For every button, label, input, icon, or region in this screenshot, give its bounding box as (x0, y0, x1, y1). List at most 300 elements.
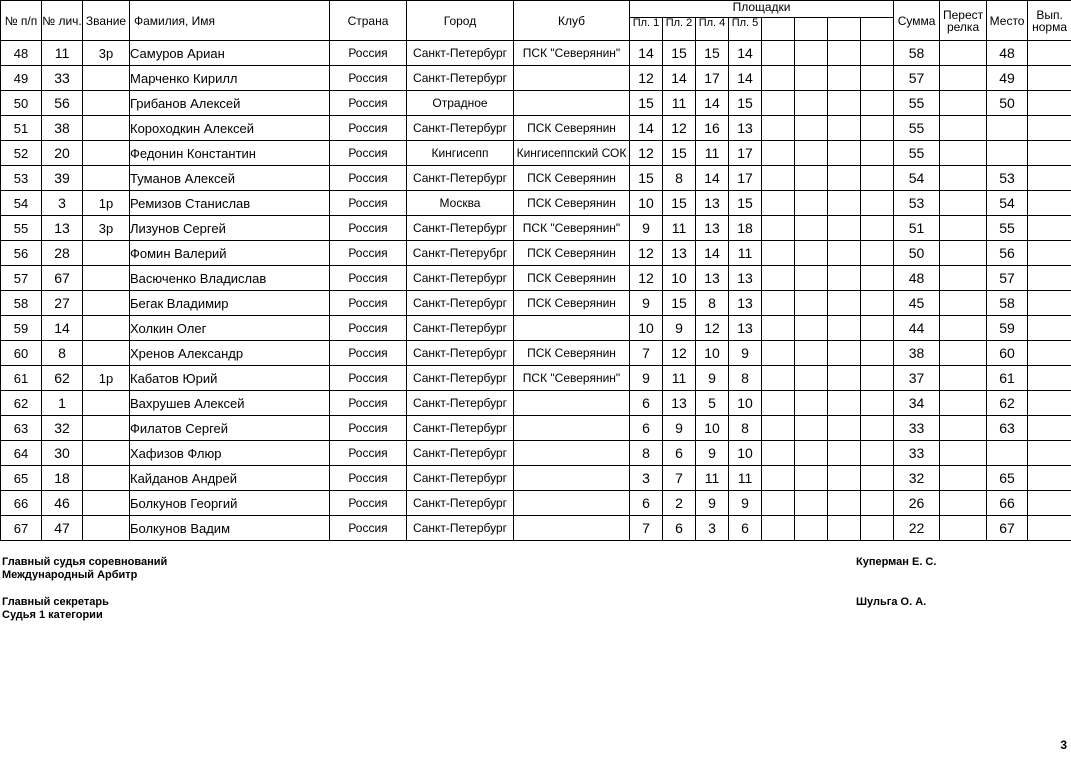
header-lic: № лич. (42, 1, 83, 41)
cell-city: Санкт-Петербург (407, 316, 514, 341)
cell-sum: 53 (894, 191, 940, 216)
cell-site-1: 12 (630, 141, 663, 166)
cell-site-4: 13 (696, 216, 729, 241)
table-row (1, 191, 1071, 216)
table-body (1, 41, 1071, 541)
header-site-empty (795, 18, 828, 41)
cell-country: Россия (330, 116, 407, 141)
cell-reweigh (940, 241, 987, 266)
judge-title: Главный судья соревнований (2, 556, 168, 568)
cell-site-empty (828, 66, 861, 91)
cell-lic: 8 (42, 341, 83, 366)
cell-site-empty (795, 441, 828, 466)
cell-num: 58 (1, 291, 42, 316)
cell-rank (83, 241, 130, 266)
cell-country: Россия (330, 91, 407, 116)
cell-club (514, 391, 630, 416)
cell-rank (83, 291, 130, 316)
cell-city: Санкт-Петербург (407, 291, 514, 316)
table-row (1, 241, 1071, 266)
cell-site-empty (861, 366, 894, 391)
cell-sum: 38 (894, 341, 940, 366)
table-row (1, 316, 1071, 341)
cell-city: Санкт-Петербург (407, 341, 514, 366)
cell-site-5: 8 (729, 366, 762, 391)
cell-city: Санкт-Петербург (407, 66, 514, 91)
cell-site-empty (795, 466, 828, 491)
cell-lic: 11 (42, 41, 83, 66)
cell-reweigh (940, 66, 987, 91)
cell-site-1: 12 (630, 266, 663, 291)
cell-num: 64 (1, 441, 42, 466)
cell-site-empty (762, 66, 795, 91)
cell-club: ПСК Северянин (514, 241, 630, 266)
cell-site-empty (828, 241, 861, 266)
cell-place: 59 (987, 316, 1028, 341)
table-row (1, 491, 1071, 516)
cell-site-empty (762, 91, 795, 116)
cell-name: Болкунов Георгий (130, 491, 330, 516)
cell-site-empty (795, 391, 828, 416)
cell-site-empty (828, 366, 861, 391)
cell-lic: 1 (42, 391, 83, 416)
table-row (1, 291, 1071, 316)
cell-club: ПСК Северянин (514, 341, 630, 366)
cell-site-2: 13 (663, 241, 696, 266)
cell-site-empty (828, 91, 861, 116)
cell-norm (1028, 391, 1071, 416)
table-row (1, 216, 1071, 241)
cell-site-empty (828, 141, 861, 166)
cell-num: 53 (1, 166, 42, 191)
cell-country: Россия (330, 241, 407, 266)
cell-reweigh (940, 516, 987, 541)
cell-site-empty (762, 41, 795, 66)
cell-site-5: 9 (729, 491, 762, 516)
cell-site-empty (828, 41, 861, 66)
cell-norm (1028, 266, 1071, 291)
cell-site-empty (861, 141, 894, 166)
cell-site-empty (861, 91, 894, 116)
cell-site-empty (795, 341, 828, 366)
cell-site-5: 13 (729, 116, 762, 141)
cell-country: Россия (330, 441, 407, 466)
cell-site-5: 15 (729, 191, 762, 216)
cell-num: 50 (1, 91, 42, 116)
cell-norm (1028, 491, 1071, 516)
cell-norm (1028, 466, 1071, 491)
cell-site-5: 9 (729, 341, 762, 366)
cell-site-empty (762, 291, 795, 316)
cell-club (514, 441, 630, 466)
cell-site-empty (828, 291, 861, 316)
cell-site-5: 14 (729, 41, 762, 66)
cell-lic: 3 (42, 191, 83, 216)
cell-site-empty (762, 441, 795, 466)
cell-num: 56 (1, 241, 42, 266)
header-sites: Площадки (630, 1, 894, 18)
cell-site-empty (762, 416, 795, 441)
cell-name: Бегак Владимир (130, 291, 330, 316)
cell-club (514, 491, 630, 516)
cell-site-4: 16 (696, 116, 729, 141)
cell-name: Вахрушев Алексей (130, 391, 330, 416)
cell-name: Грибанов Алексей (130, 91, 330, 116)
cell-site-empty (762, 141, 795, 166)
cell-city: Отрадное (407, 91, 514, 116)
cell-norm (1028, 116, 1071, 141)
header-city: Город (407, 1, 514, 41)
table-row (1, 516, 1071, 541)
cell-place: 65 (987, 466, 1028, 491)
cell-site-empty (861, 516, 894, 541)
table-row (1, 141, 1071, 166)
cell-site-1: 9 (630, 291, 663, 316)
cell-site-2: 7 (663, 466, 696, 491)
cell-site-empty (828, 441, 861, 466)
cell-city: Санкт-Петербург (407, 466, 514, 491)
cell-site-1: 15 (630, 166, 663, 191)
cell-reweigh (940, 416, 987, 441)
cell-site-empty (828, 166, 861, 191)
header-reweigh: Перест релка (940, 1, 987, 41)
cell-rank (83, 116, 130, 141)
cell-num: 65 (1, 466, 42, 491)
cell-rank (83, 441, 130, 466)
cell-site-empty (795, 116, 828, 141)
cell-site-5: 13 (729, 266, 762, 291)
header-site-5: Пл. 5 (729, 18, 762, 41)
cell-site-empty (795, 291, 828, 316)
secretary-block (2, 596, 109, 622)
cell-site-2: 9 (663, 416, 696, 441)
cell-site-empty (762, 266, 795, 291)
header-name: Фамилия, Имя (130, 1, 330, 41)
table-row (1, 66, 1071, 91)
cell-site-1: 14 (630, 116, 663, 141)
cell-site-empty (795, 66, 828, 91)
cell-site-2: 12 (663, 341, 696, 366)
cell-site-1: 10 (630, 316, 663, 341)
cell-rank (83, 416, 130, 441)
cell-name: Самуров Ариан (130, 41, 330, 66)
cell-club (514, 466, 630, 491)
cell-sum: 37 (894, 366, 940, 391)
cell-site-2: 15 (663, 291, 696, 316)
cell-norm (1028, 341, 1071, 366)
cell-name: Кабатов Юрий (130, 366, 330, 391)
cell-site-5: 11 (729, 241, 762, 266)
cell-site-4: 13 (696, 266, 729, 291)
cell-lic: 67 (42, 266, 83, 291)
cell-country: Россия (330, 516, 407, 541)
cell-country: Россия (330, 416, 407, 441)
table-row (1, 91, 1071, 116)
cell-norm (1028, 516, 1071, 541)
cell-site-1: 6 (630, 416, 663, 441)
cell-site-empty (861, 441, 894, 466)
cell-name: Холкин Олег (130, 316, 330, 341)
cell-name: Филатов Сергей (130, 416, 330, 441)
cell-name: Васюченко Владислав (130, 266, 330, 291)
cell-reweigh (940, 141, 987, 166)
cell-club: Кингисеппский СОК (514, 141, 630, 166)
judge-category: Международный Арбитр (2, 569, 138, 581)
cell-norm (1028, 216, 1071, 241)
cell-name: Хренов Александр (130, 341, 330, 366)
cell-lic: 13 (42, 216, 83, 241)
cell-club (514, 91, 630, 116)
cell-site-4: 11 (696, 141, 729, 166)
cell-club: ПСК Северянин (514, 166, 630, 191)
cell-num: 61 (1, 366, 42, 391)
cell-site-empty (795, 41, 828, 66)
cell-city: Санкт-Петерубрг (407, 241, 514, 266)
cell-site-empty (795, 241, 828, 266)
cell-city: Санкт-Петербург (407, 366, 514, 391)
table-header (1, 1, 1071, 41)
cell-reweigh (940, 116, 987, 141)
cell-site-2: 15 (663, 141, 696, 166)
cell-rank (83, 341, 130, 366)
cell-site-1: 9 (630, 366, 663, 391)
table-row (1, 341, 1071, 366)
cell-site-empty (762, 316, 795, 341)
cell-site-1: 14 (630, 41, 663, 66)
cell-site-empty (828, 341, 861, 366)
cell-site-empty (795, 191, 828, 216)
cell-site-empty (795, 516, 828, 541)
cell-site-2: 11 (663, 91, 696, 116)
cell-site-1: 9 (630, 216, 663, 241)
cell-reweigh (940, 191, 987, 216)
cell-place: 50 (987, 91, 1028, 116)
cell-sum: 44 (894, 316, 940, 341)
cell-site-5: 10 (729, 391, 762, 416)
cell-rank (83, 316, 130, 341)
cell-country: Россия (330, 366, 407, 391)
cell-site-empty (795, 266, 828, 291)
table-row (1, 441, 1071, 466)
cell-site-empty (762, 191, 795, 216)
cell-norm (1028, 41, 1071, 66)
cell-country: Россия (330, 166, 407, 191)
cell-site-1: 6 (630, 491, 663, 516)
cell-sum: 45 (894, 291, 940, 316)
cell-site-2: 8 (663, 166, 696, 191)
cell-num: 54 (1, 191, 42, 216)
cell-place: 57 (987, 266, 1028, 291)
cell-site-empty (828, 266, 861, 291)
cell-site-4: 10 (696, 416, 729, 441)
cell-site-1: 7 (630, 341, 663, 366)
cell-site-1: 8 (630, 441, 663, 466)
header-rank: Звание (83, 1, 130, 41)
cell-site-empty (861, 41, 894, 66)
cell-rank (83, 466, 130, 491)
cell-lic: 39 (42, 166, 83, 191)
cell-sum: 54 (894, 166, 940, 191)
cell-lic: 56 (42, 91, 83, 116)
cell-country: Россия (330, 141, 407, 166)
cell-norm (1028, 441, 1071, 466)
cell-site-2: 6 (663, 516, 696, 541)
cell-site-empty (795, 491, 828, 516)
cell-norm (1028, 366, 1071, 391)
header-club: Клуб (514, 1, 630, 41)
cell-site-2: 11 (663, 216, 696, 241)
cell-site-5: 10 (729, 441, 762, 466)
cell-site-2: 10 (663, 266, 696, 291)
cell-lic: 18 (42, 466, 83, 491)
cell-name: Кайданов Андрей (130, 466, 330, 491)
table-row (1, 391, 1071, 416)
cell-club (514, 416, 630, 441)
cell-sum: 48 (894, 266, 940, 291)
cell-site-4: 3 (696, 516, 729, 541)
cell-site-empty (795, 416, 828, 441)
header-site-empty (762, 18, 795, 41)
cell-club (514, 316, 630, 341)
cell-site-empty (828, 466, 861, 491)
cell-site-4: 8 (696, 291, 729, 316)
cell-site-empty (762, 516, 795, 541)
cell-sum: 26 (894, 491, 940, 516)
cell-site-4: 9 (696, 441, 729, 466)
header-site-1: Пл. 1 (630, 18, 663, 41)
cell-norm (1028, 166, 1071, 191)
cell-name: Федонин Константин (130, 141, 330, 166)
cell-num: 48 (1, 41, 42, 66)
cell-site-5: 17 (729, 166, 762, 191)
cell-site-5: 13 (729, 291, 762, 316)
cell-reweigh (940, 441, 987, 466)
cell-site-empty (861, 416, 894, 441)
cell-site-4: 14 (696, 241, 729, 266)
table-row (1, 466, 1071, 491)
cell-lic: 62 (42, 366, 83, 391)
cell-site-empty (828, 416, 861, 441)
cell-site-1: 6 (630, 391, 663, 416)
header-sum: Сумма (894, 1, 940, 41)
cell-place (987, 141, 1028, 166)
cell-site-5: 13 (729, 316, 762, 341)
cell-city: Санкт-Петербург (407, 516, 514, 541)
cell-site-empty (861, 116, 894, 141)
cell-place (987, 116, 1028, 141)
cell-site-5: 18 (729, 216, 762, 241)
cell-place: 61 (987, 366, 1028, 391)
cell-site-5: 11 (729, 466, 762, 491)
cell-city: Санкт-Петербург (407, 441, 514, 466)
cell-num: 55 (1, 216, 42, 241)
cell-site-2: 15 (663, 41, 696, 66)
cell-name: Короходкин Алексей (130, 116, 330, 141)
header-country: Страна (330, 1, 407, 41)
cell-club: ПСК "Северянин" (514, 41, 630, 66)
cell-sum: 51 (894, 216, 940, 241)
cell-site-empty (762, 466, 795, 491)
cell-lic: 32 (42, 416, 83, 441)
cell-reweigh (940, 291, 987, 316)
cell-site-2: 9 (663, 316, 696, 341)
cell-name: Ремизов Станислав (130, 191, 330, 216)
cell-site-4: 17 (696, 66, 729, 91)
cell-sum: 55 (894, 91, 940, 116)
cell-place: 67 (987, 516, 1028, 541)
cell-sum: 33 (894, 441, 940, 466)
cell-site-empty (828, 391, 861, 416)
cell-place: 55 (987, 216, 1028, 241)
judge-name: Куперман Е. С. (856, 556, 937, 568)
cell-country: Россия (330, 266, 407, 291)
cell-site-empty (861, 491, 894, 516)
cell-reweigh (940, 216, 987, 241)
cell-site-4: 11 (696, 466, 729, 491)
cell-city: Санкт-Петербург (407, 266, 514, 291)
header-site-4: Пл. 4 (696, 18, 729, 41)
cell-reweigh (940, 91, 987, 116)
cell-reweigh (940, 466, 987, 491)
cell-country: Россия (330, 341, 407, 366)
cell-country: Россия (330, 466, 407, 491)
cell-norm (1028, 141, 1071, 166)
cell-place (987, 441, 1028, 466)
cell-country: Россия (330, 291, 407, 316)
cell-site-empty (762, 491, 795, 516)
cell-name: Хафизов Флюр (130, 441, 330, 466)
cell-site-empty (861, 241, 894, 266)
cell-site-empty (828, 491, 861, 516)
page-number: 3 (1060, 738, 1067, 752)
cell-site-empty (795, 366, 828, 391)
cell-site-4: 10 (696, 341, 729, 366)
cell-site-empty (861, 291, 894, 316)
cell-num: 57 (1, 266, 42, 291)
cell-site-empty (861, 391, 894, 416)
cell-site-empty (828, 116, 861, 141)
cell-rank: 1р (83, 191, 130, 216)
cell-sum: 32 (894, 466, 940, 491)
header-site-empty (861, 18, 894, 41)
secretary-name: Шульга О. А. (856, 596, 927, 608)
cell-sum: 34 (894, 391, 940, 416)
cell-country: Россия (330, 191, 407, 216)
cell-site-1: 15 (630, 91, 663, 116)
cell-site-empty (795, 316, 828, 341)
cell-site-empty (795, 166, 828, 191)
cell-reweigh (940, 366, 987, 391)
cell-site-2: 2 (663, 491, 696, 516)
cell-reweigh (940, 266, 987, 291)
cell-site-4: 13 (696, 191, 729, 216)
cell-num: 63 (1, 416, 42, 441)
cell-country: Россия (330, 316, 407, 341)
table-row (1, 366, 1071, 391)
cell-name: Фомин Валерий (130, 241, 330, 266)
cell-place: 56 (987, 241, 1028, 266)
cell-num: 51 (1, 116, 42, 141)
cell-rank (83, 91, 130, 116)
cell-name: Болкунов Вадим (130, 516, 330, 541)
cell-site-empty (861, 341, 894, 366)
cell-site-4: 15 (696, 41, 729, 66)
cell-place: 60 (987, 341, 1028, 366)
cell-rank (83, 391, 130, 416)
cell-club: ПСК "Северянин" (514, 216, 630, 241)
cell-sum: 55 (894, 116, 940, 141)
cell-num: 52 (1, 141, 42, 166)
